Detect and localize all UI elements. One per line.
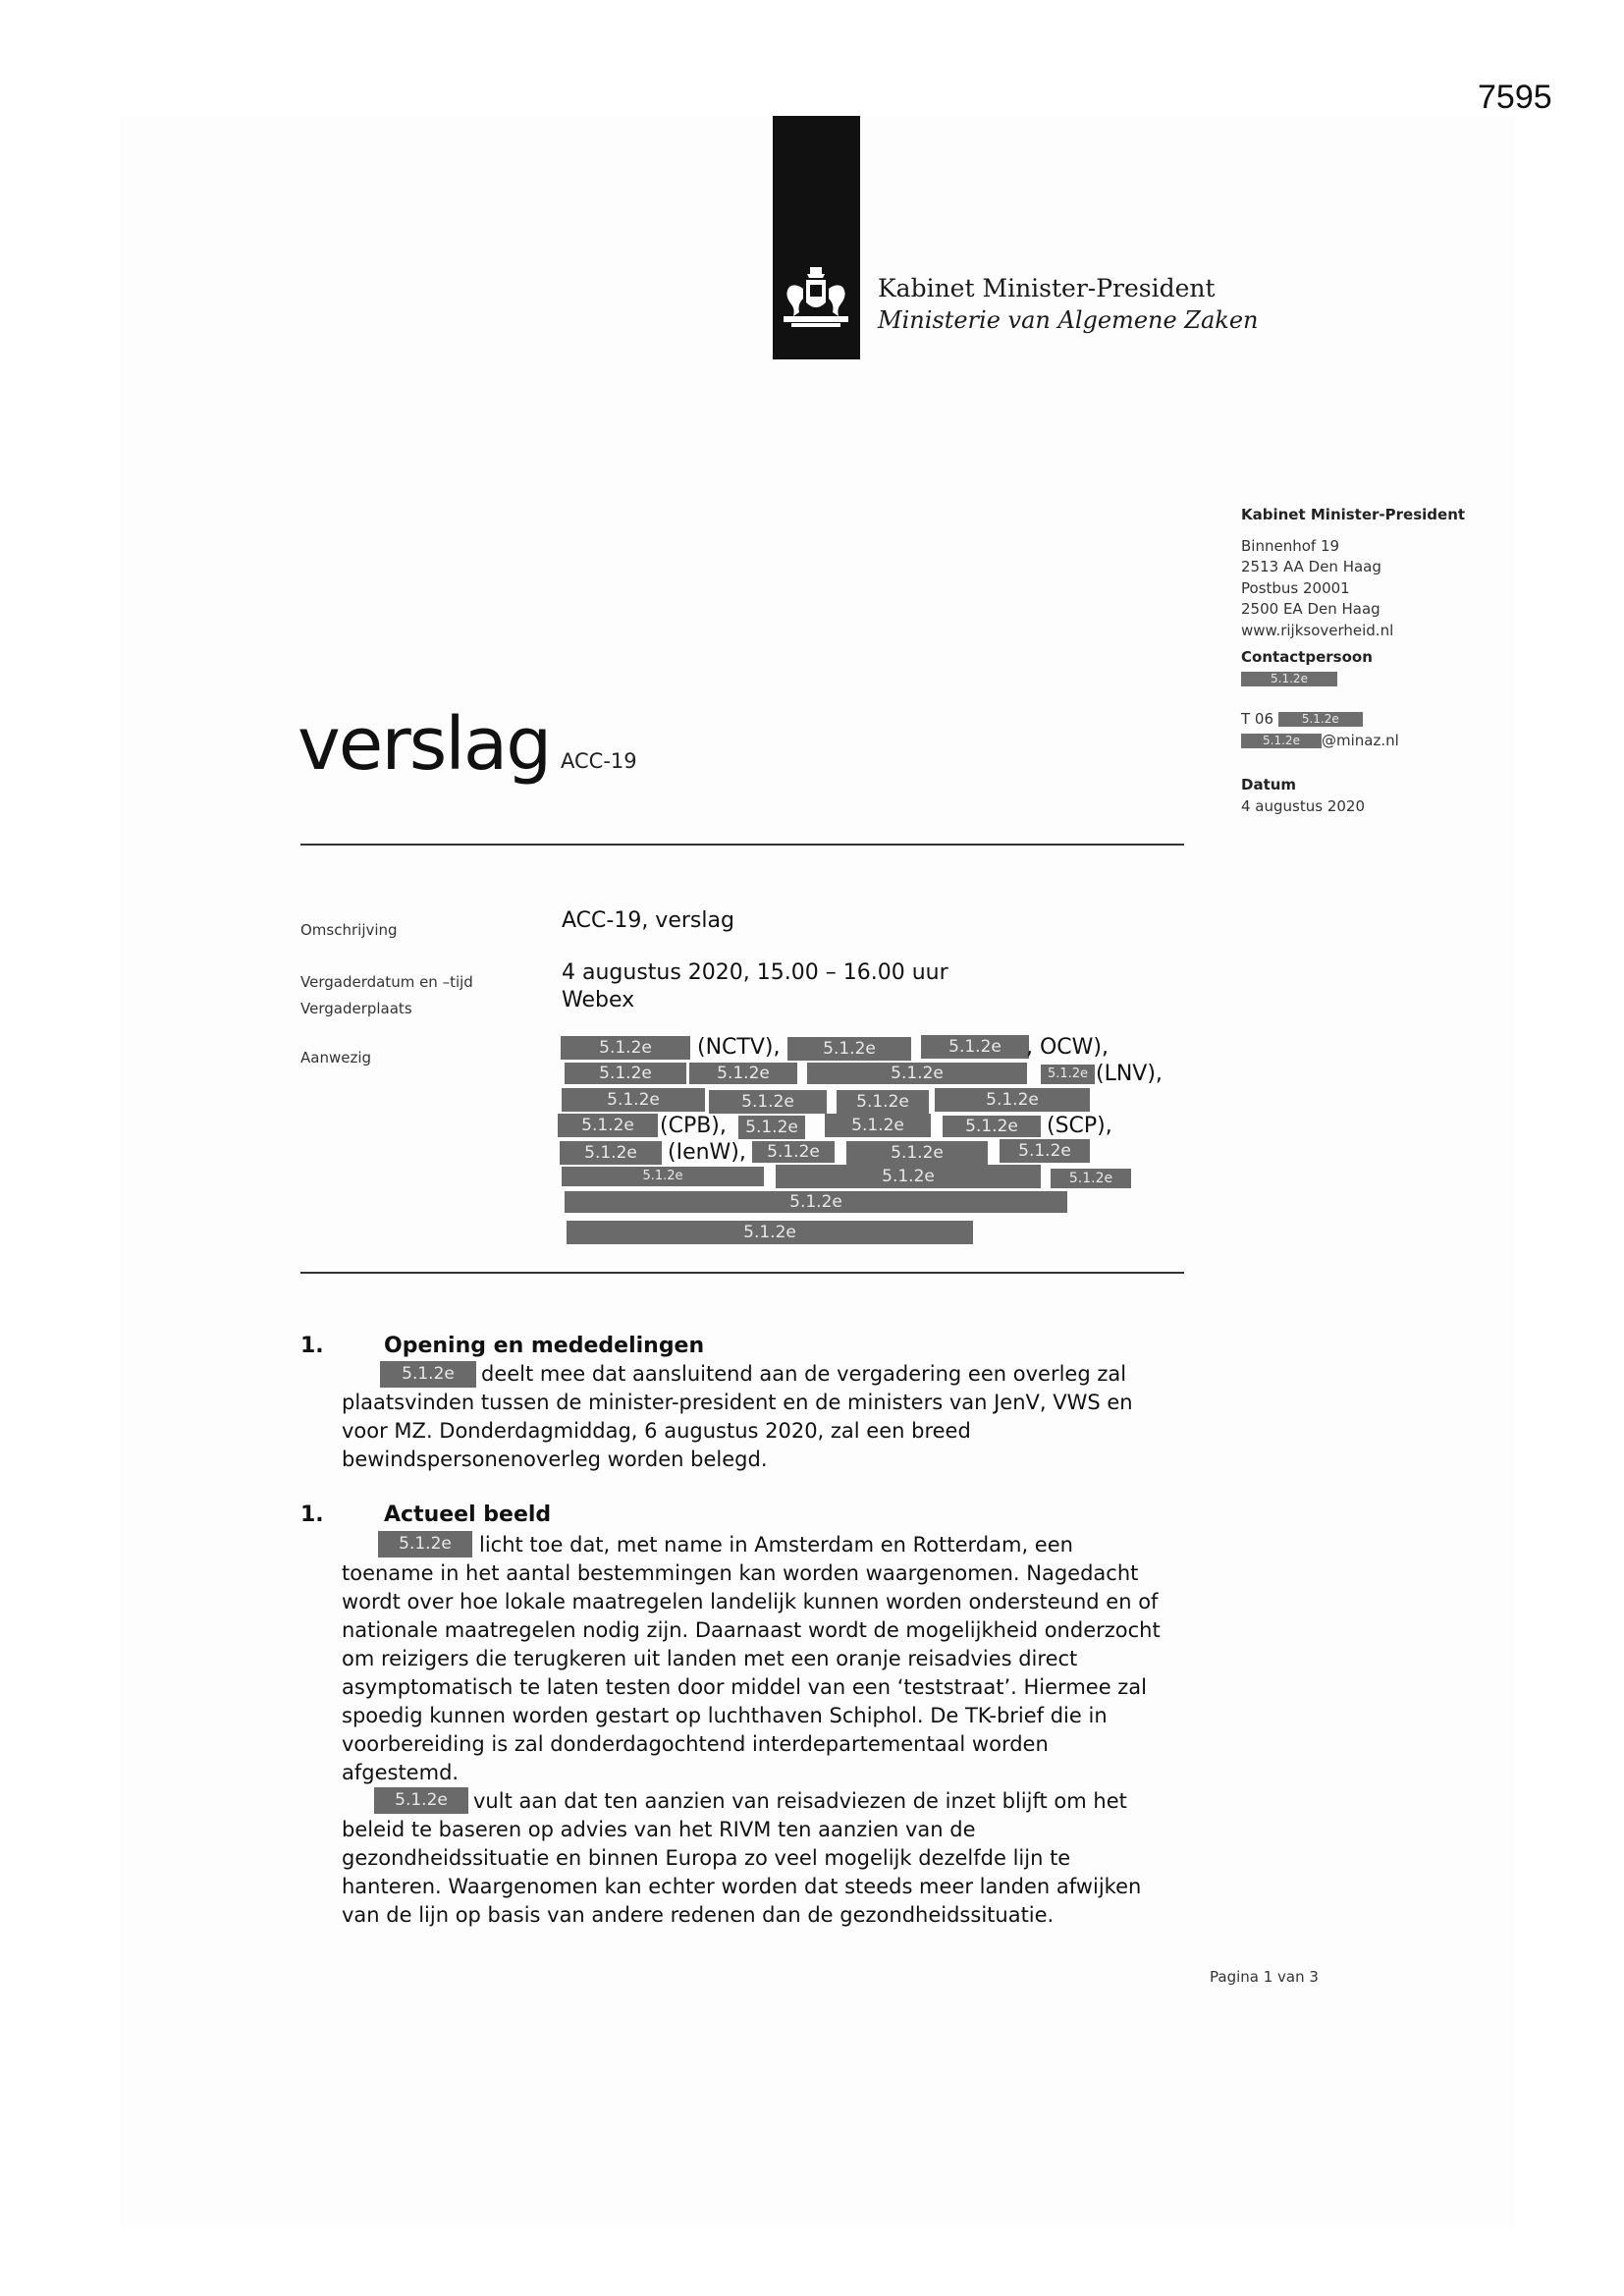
phone-prefix: T 06 [1241, 710, 1274, 728]
redaction: 5.1.2e [776, 1165, 1041, 1188]
page-number: 7595 [1478, 79, 1552, 116]
redaction: 5.1.2e [561, 1036, 690, 1060]
section-heading: Actueel beeld [384, 1503, 552, 1527]
paragraph-line: om reizigers die terugkeren uit landen met een oranje reisadvies direct [342, 1647, 1078, 1670]
redaction: 5.1.2e [1241, 672, 1337, 686]
attendee-org: (LNV), [1096, 1062, 1163, 1086]
address-line: 2500 EA Den Haag [1241, 600, 1380, 618]
redaction: 5.1.2e [380, 1361, 476, 1388]
doc-subtitle: ACC-19 [561, 749, 637, 773]
address-line: www.rijksoverheid.nl [1241, 621, 1394, 639]
redaction: 5.1.2e [1051, 1169, 1131, 1188]
aanwezig-label: Aanwezig [300, 1049, 372, 1066]
date-value: 4 augustus 2020 [1241, 796, 1365, 815]
attendee-org: (CPB), [660, 1114, 727, 1138]
section-heading: Opening en mededelingen [384, 1334, 705, 1358]
redaction: 5.1.2e [1041, 1065, 1095, 1084]
logo-line-1: Kabinet Minister-President [878, 274, 1216, 302]
date-heading: Datum [1241, 776, 1297, 793]
sidebar-org: Kabinet Minister-President [1241, 506, 1466, 523]
contact-heading: Contactpersoon [1241, 648, 1373, 666]
redaction: 5.1.2e [846, 1141, 988, 1165]
plaats-label: Vergaderplaats [300, 1000, 412, 1017]
redaction: 5.1.2e [1000, 1139, 1090, 1163]
redaction: 5.1.2e [560, 1141, 662, 1165]
section-number: 1. [300, 1334, 324, 1358]
attendee-org: , OCW), [1026, 1035, 1109, 1060]
redaction: 5.1.2e [374, 1787, 468, 1814]
redaction: 5.1.2e [558, 1114, 658, 1137]
redaction: 5.1.2e [837, 1090, 929, 1114]
redaction: 5.1.2e [565, 1191, 1067, 1213]
section-number: 1. [300, 1503, 324, 1527]
attendee-org: (SCP), [1047, 1114, 1112, 1138]
redaction: 5.1.2e [1278, 712, 1363, 727]
logo-text [878, 273, 1259, 336]
logo-bar [773, 116, 860, 359]
paragraph-line: nationale maatregelen nodig zijn. Daarnaast wordt de mogelijkheid onderzocht [342, 1618, 1161, 1642]
logo-line-2: Ministerie van Algemene Zaken [878, 306, 1259, 334]
divider [300, 1272, 1184, 1274]
redaction: 5.1.2e [689, 1063, 797, 1084]
divider [300, 844, 1184, 846]
paragraph-line: bewindspersonenoverleg worden belegd. [342, 1448, 768, 1471]
redaction: 5.1.2e [567, 1221, 973, 1244]
paragraph-line: vult aan dat ten aanzien van reisadviezen de inzet blijft om het [473, 1789, 1127, 1813]
redaction: 5.1.2e [738, 1116, 805, 1139]
redaction: 5.1.2e [752, 1141, 835, 1163]
redaction: 5.1.2e [562, 1088, 705, 1112]
redaction: 5.1.2e [943, 1116, 1041, 1137]
redaction: 5.1.2e [921, 1035, 1029, 1059]
sidebar [1241, 505, 1465, 817]
paragraph-line: asymptomatisch te laten testen door middel van een ‘teststraat’. Hiermee zal [342, 1675, 1148, 1699]
paragraph-line: deelt mee dat aansluitend aan de vergadering een overleg zal [481, 1362, 1127, 1386]
redaction: 5.1.2e [565, 1063, 686, 1084]
address-line: 2513 AA Den Haag [1241, 558, 1381, 575]
paragraph-line: licht toe dat, met name in Amsterdam en Rotterdam, een [479, 1533, 1073, 1557]
coat-of-arms-icon [780, 265, 852, 330]
paragraph-line: wordt over hoe lokale maatregelen landelijk kunnen worden ondersteund en of [342, 1590, 1159, 1613]
paragraph-line: van de lijn op basis van andere redenen dan de gezondheidssituatie. [342, 1903, 1055, 1927]
paragraph-line: voor MZ. Donderdagmiddag, 6 augustus 2020, zal een breed [342, 1419, 971, 1443]
address-line: Postbus 20001 [1241, 578, 1350, 597]
redaction: 5.1.2e [709, 1090, 827, 1114]
redaction: 5.1.2e [825, 1114, 931, 1137]
address-line: Binnenhof 19 [1241, 536, 1340, 555]
doc-title: verslag [298, 702, 551, 787]
email-suffix: @minaz.nl [1322, 731, 1399, 749]
paragraph-line: toename in het aantal bestemmingen kan worden waargenomen. Nagedacht [342, 1561, 1139, 1585]
paragraph-line: spoedig kunnen worden gestart op luchthaven Schiphol. De TK-brief die in [342, 1704, 1108, 1727]
datum-value: 4 augustus 2020, 15.00 – 16.00 uur [562, 960, 948, 985]
paragraph-line: voorbereiding is zal donderdagochtend interdepartementaal worden [342, 1732, 1049, 1756]
redaction: 5.1.2e [1241, 734, 1322, 748]
paragraph-line: afgestemd. [342, 1761, 460, 1784]
plaats-value: Webex [562, 988, 635, 1012]
redaction: 5.1.2e [787, 1037, 911, 1061]
attendee-org: (NCTV), [697, 1035, 781, 1060]
redaction: 5.1.2e [807, 1063, 1027, 1084]
datum-label: Vergaderdatum en –tijd [300, 973, 473, 991]
paragraph-line: beleid te baseren op advies van het RIVM ten aanzien van de [342, 1818, 976, 1841]
paragraph-line: gezondheidssituatie en binnen Europa zo veel mogelijk dezelfde lijn te [342, 1846, 1071, 1870]
redaction: 5.1.2e [935, 1088, 1090, 1112]
page-footer: Pagina 1 van 3 [1210, 1968, 1319, 1986]
paragraph-line: hanteren. Waargenomen kan echter worden dat steeds meer landen afwijken [342, 1875, 1142, 1898]
redaction: 5.1.2e [562, 1167, 764, 1186]
attendee-org: (IenW), [668, 1140, 746, 1165]
redaction: 5.1.2e [378, 1531, 472, 1558]
omschrijving-value: ACC-19, verslag [562, 908, 734, 933]
paragraph-line: plaatsvinden tussen de minister-president en de ministers van JenV, VWS en [342, 1391, 1133, 1414]
omschrijving-label: Omschrijving [300, 921, 398, 939]
